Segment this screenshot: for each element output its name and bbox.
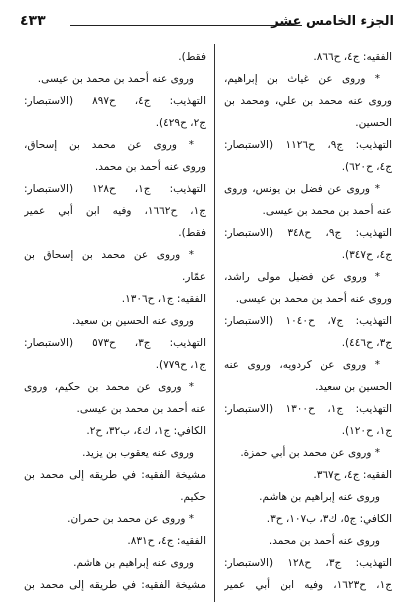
text-line: فقط).: [178, 227, 206, 239]
text-line: * وروى عن محمد بن أبي حمزة.: [240, 447, 380, 459]
text-line: الحسين بن سعيد.: [315, 381, 392, 393]
text-line: * وروى عن محمد بن حمران.: [67, 513, 194, 525]
text-line: * وروى عن محمد بن إسحاق بن: [24, 249, 194, 261]
text-line: الفقيه: ج٤، ح٣٦٧.: [313, 469, 392, 481]
left-column: [24, 46, 206, 596]
text-line: مشيخة الفقيه: في طريقه إلى محمد بن: [24, 469, 206, 481]
header-rule: [70, 25, 302, 26]
text-line: التهذيب: ج٤، ح٨٩٧ (الاستبصار:: [24, 95, 206, 107]
text-line: ج٣، ح٤٤٦).: [341, 337, 392, 349]
text-line: وروى عنه أحمد بن محمد بن عيسى.: [235, 293, 392, 305]
text-line: وروى عنه الحسين بن سعيد.: [71, 315, 194, 327]
text-line: وروى عنه أحمد بن محمد.: [268, 535, 380, 547]
text-line: التهذيب: ج٣، ح١٢٨ (الاستبصار:: [224, 557, 392, 569]
text-line: وروى عنه أحمد بن محمد بن عيسى.: [37, 73, 194, 85]
text-line: * وروى عن فضل بن يونس، وروى: [224, 183, 380, 195]
text-line: وروى عنه يعقوب بن يزيد.: [82, 447, 194, 459]
text-line: عنه أحمد بن محمد بن عيسى.: [262, 205, 392, 217]
text-line: حكيم.: [180, 491, 206, 503]
text-line: التهذيب: ج٩، ح٣٤٨ (الاستبصار:: [224, 227, 392, 239]
text-line: * وروى عن كردويه، وروى عنه: [224, 359, 380, 371]
text-line: الكافي: ج١، ك٤، ب٣٢، ح٢.: [86, 425, 206, 437]
text-line: التهذيب: ج١، ح١٣٠٠ (الاستبصار:: [224, 403, 392, 415]
text-line: عمّار.: [182, 271, 206, 283]
text-line: * وروى عن غياث بن إبراهيم،: [224, 73, 380, 85]
text-line: ج١، ح١٦٢٣، وفيه ابن أبي عمير: [224, 579, 392, 591]
text-line: فقط).: [178, 51, 206, 63]
text-line: الكافي: ج٥، ك٣، ب١٠٧، ح٣.: [266, 513, 392, 525]
text-line: عنه أحمد بن محمد بن عيسى.: [76, 403, 206, 415]
text-line: ج١، ح٧٧٩).: [155, 359, 206, 371]
text-line: مشيخة الفقيه: في طريقه إلى محمد بن: [24, 579, 206, 591]
text-line: ج٤، ح٦٢٠).: [341, 161, 392, 173]
text-line: الحسين.: [355, 117, 392, 129]
text-line: وروى عنه أحمد بن محمد.: [94, 161, 206, 173]
text-line: ج٤، ح٣٤٧).: [341, 249, 392, 261]
text-line: التهذيب: ج٣، ح٥٧٣ (الاستبصار:: [24, 337, 206, 349]
page-number: ٤٣٣: [20, 13, 46, 29]
text-line: وروى عنه إبراهيم بن هاشم.: [73, 557, 194, 569]
text-line: التهذيب: ج١، ح١٢٨ (الاستبصار:: [24, 183, 206, 195]
right-column: [224, 46, 392, 596]
text-line: * وروى عن محمد بن إسحاق،: [24, 139, 194, 151]
text-line: التهذيب: ج٩، ح١١٢٦ (الاستبصار:: [224, 139, 392, 151]
running-header: [20, 10, 394, 34]
text-line: * وروى عن فضيل مولى راشد،: [224, 271, 380, 283]
text-line: وروى عنه إبراهيم بن هاشم.: [259, 491, 380, 503]
text-line: الفقيه: ج١، ح١٣٠٦.: [121, 293, 206, 305]
text-line: التهذيب: ج٧، ح١٠٤٠ (الاستبصار:: [224, 315, 392, 327]
text-line: وروى عنه محمد بن علي، ومحمد بن: [224, 95, 392, 107]
text-line: الفقيه: ج٤، ح٨٦٦.: [313, 51, 392, 63]
text-line: * وروى عن محمد بن حكيم، وروى: [24, 381, 194, 393]
text-line: الفقيه: ج٤، ح٨٣١.: [127, 535, 206, 547]
text-line: ج١، ح١٦٦٢، وفيه ابن أبي عمير: [24, 205, 206, 217]
header-title: الجزء الخامس عشر: [265, 14, 394, 29]
text-line: ج٢، ح٤٢٩).: [155, 117, 206, 129]
text-line: ج١، ح١٢٠).: [341, 425, 392, 437]
column-divider: [214, 44, 215, 602]
